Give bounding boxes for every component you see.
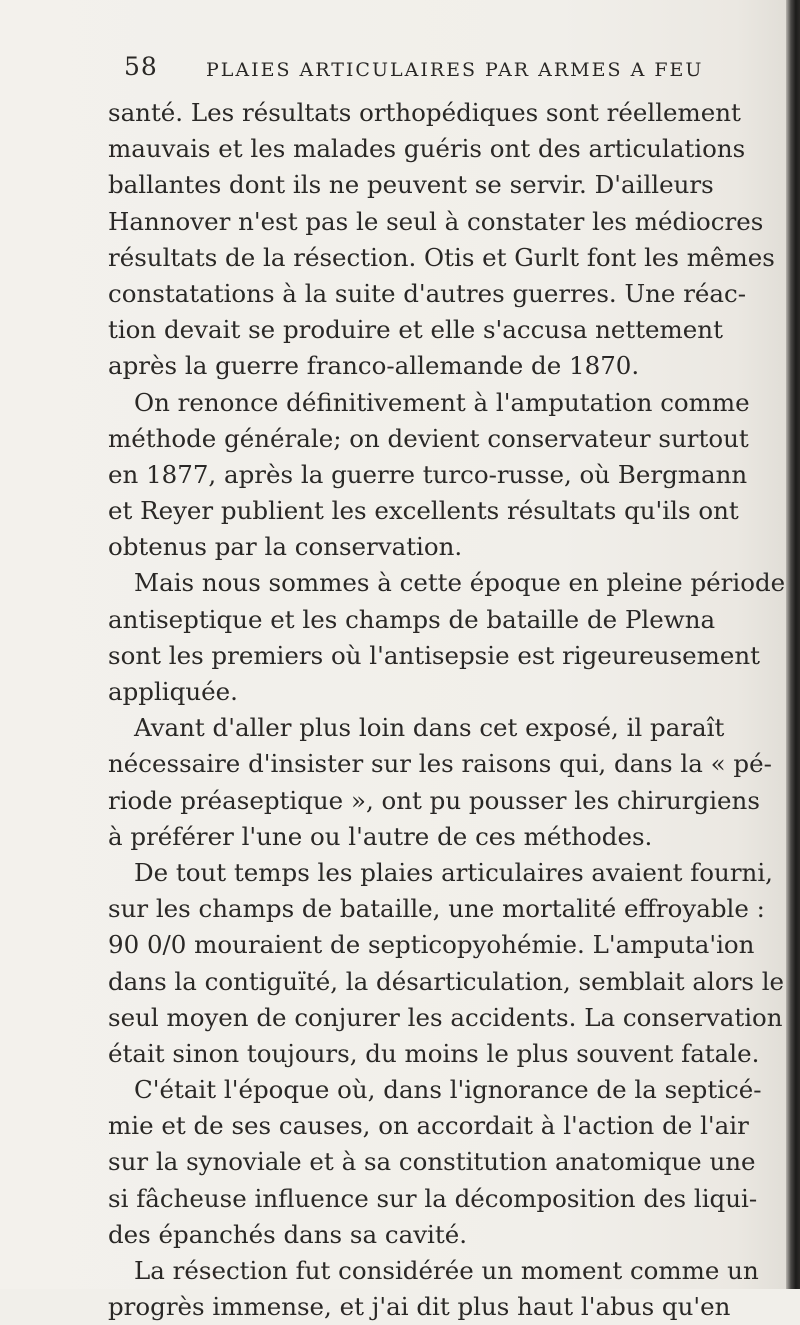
text-line: nécessaire d'insister sur les raisons qui, dans la « pé- — [108, 749, 772, 779]
text-line: des épanchés dans sa cavité. — [108, 1219, 468, 1249]
paragraph-start-line: De tout temps les plaies articulaires avaient fourni, — [134, 857, 773, 887]
page-number: 58 — [124, 52, 158, 81]
text-line: riode préaseptique », ont pu pousser les chirurgiens — [108, 785, 760, 815]
text-line: ballantes dont ils ne peuvent se servir. D'ailleurs — [108, 170, 714, 200]
text-line: mie et de ses causes, on accordait à l'action de l'air — [108, 1111, 749, 1141]
text-line: obtenus par la conservation. — [108, 532, 463, 562]
book-binding-shadow — [786, 0, 800, 1289]
text-line: antiseptique et les champs de bataille de Plewna — [108, 604, 716, 634]
text-line: méthode générale; on devient conservateur surtout — [108, 423, 749, 453]
text-line: Hannover n'est pas le seul à constater les médiocres — [108, 206, 764, 236]
text-line: résultats de la résection. Otis et Gurlt font les mêmes — [108, 242, 775, 272]
text-line: mauvais et les malades guéris ont des articulations — [108, 134, 746, 164]
text-line: appliquée. — [108, 677, 238, 706]
text-line: était sinon toujours, du moins le plus souvent fatale. — [108, 1038, 760, 1068]
paragraph-start-line: La résection fut considérée un moment comme un — [134, 1256, 759, 1285]
text-line: constatations à la suite d'autres guerres. Une réac- — [108, 278, 747, 308]
page-header — [124, 52, 704, 92]
paragraph-start-line: On renonce définitivement à l'amputation comme — [134, 387, 750, 417]
text-line: tion devait se produire et elle s'accusa nettement — [108, 315, 723, 345]
text-line: sur les champs de bataille, une mortalité effroyable : — [108, 894, 765, 924]
paragraph-start-line: Mais nous sommes à cette époque en pleine période — [134, 568, 786, 598]
text-line: santé. Les résultats orthopédiques sont réellement — [108, 98, 741, 127]
text-line: et Reyer publient les excellents résultats qu'ils ont — [108, 496, 739, 526]
paragraph-start-line: Avant d'aller plus loin dans cet exposé, il paraît — [134, 713, 725, 743]
paragraph-start-line: C'était l'époque où, dans l'ignorance de la septicé- — [134, 1075, 762, 1105]
text-line: après la guerre franco-allemande de 1870. — [108, 351, 640, 381]
text-line: progrès immense, et j'ai dit plus haut l'abus qu'en — [108, 1292, 731, 1322]
text-line: à préférer l'une ou l'autre de ces méthodes. — [108, 821, 653, 851]
text-line: sont les premiers où l'antisepsie est rigeureusement — [108, 640, 761, 670]
text-line: dans la contiguïté, la désarticulation, semblait alors le — [108, 966, 785, 996]
body-text — [108, 95, 788, 1325]
text-line: seul moyen de conjurer les accidents. La conservation — [108, 1002, 783, 1032]
text-line: en 1877, après la guerre turco-russe, où Bergmann — [108, 459, 748, 489]
text-line: si fâcheuse influence sur la décomposition des liqui- — [108, 1183, 758, 1213]
text-line: sur la synoviale et à sa constitution anatomique une — [108, 1147, 756, 1177]
running-title: PLAIES ARTICULAIRES PAR ARMES A FEU — [206, 59, 704, 81]
text-line: 90 0/0 mouraient de septicopyohémie. L'amputa'ion — [108, 930, 755, 960]
